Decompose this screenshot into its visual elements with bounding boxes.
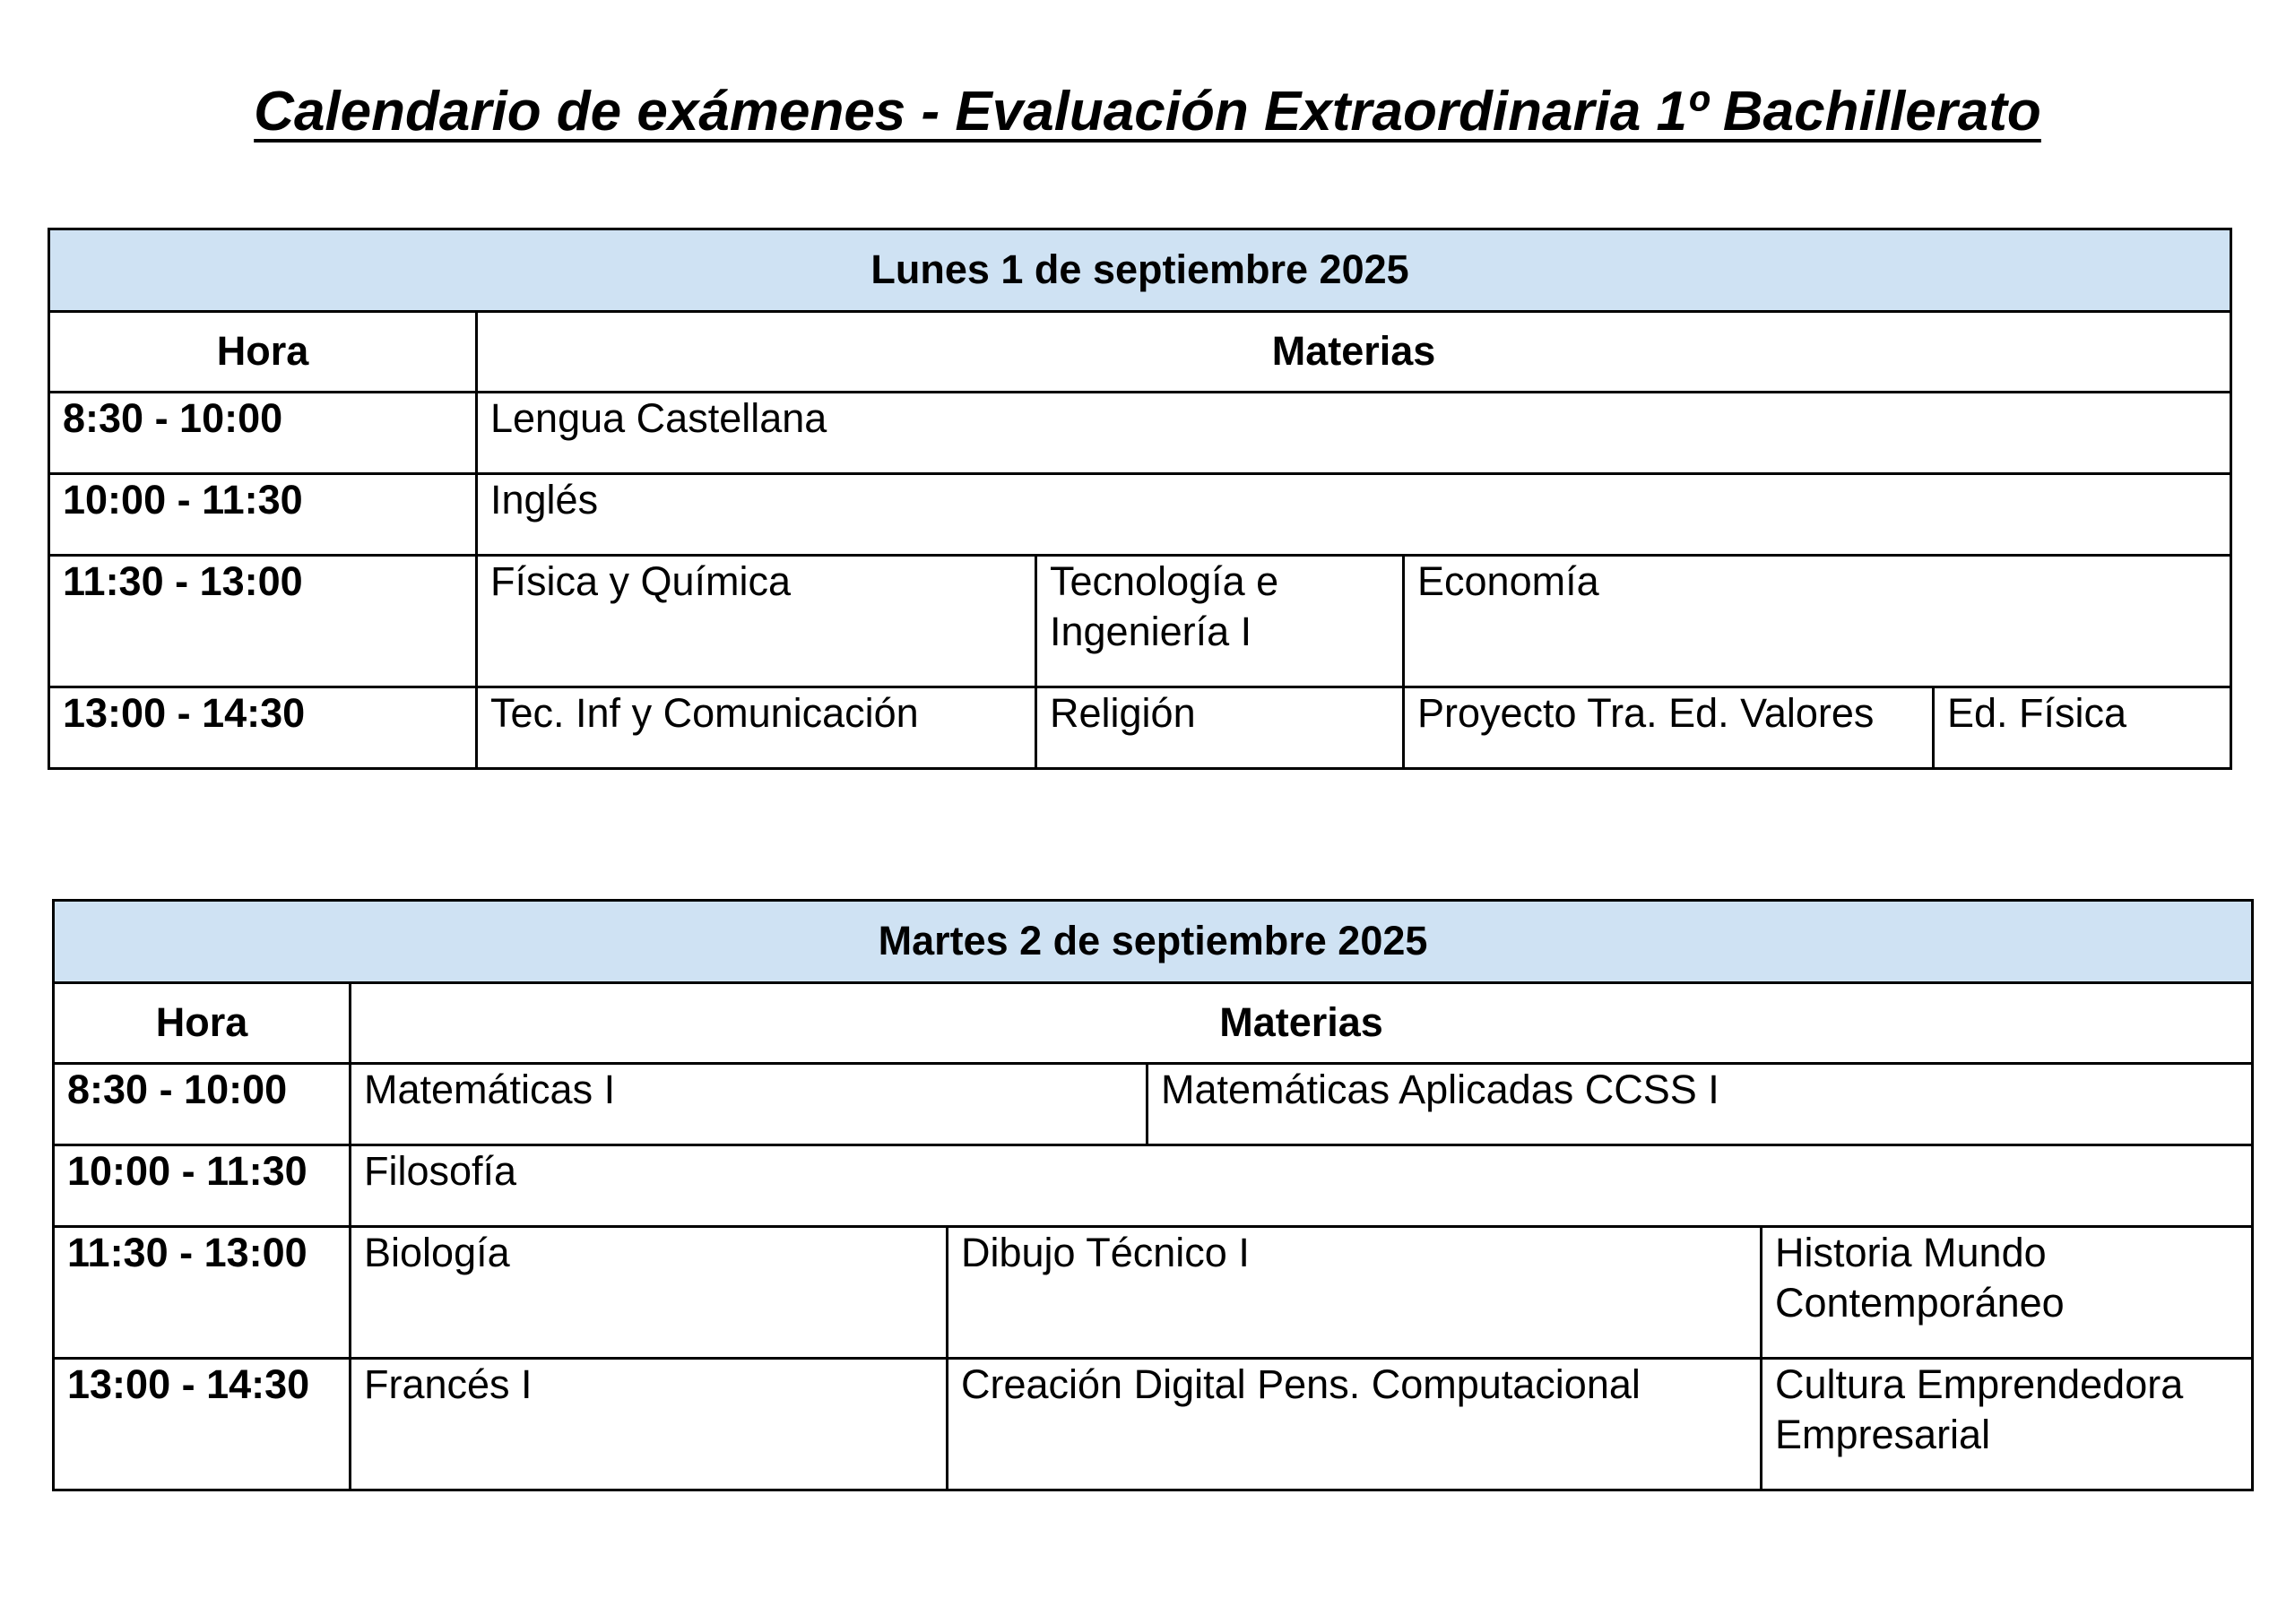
day-header: Lunes 1 de septiembre 2025 [49,229,2231,312]
day-header-row [54,901,2253,983]
table-row [49,556,2231,687]
subject-cell: Filosofía [351,1145,2253,1227]
column-header-hora: Hora [54,983,351,1064]
table-row [54,1145,2253,1227]
subject-cell: Matemáticas I [351,1064,1148,1145]
subject-cell: Proyecto Tra. Ed. Valores [1404,687,1934,769]
time-cell: 13:00 - 14:30 [49,687,477,769]
time-cell: 8:30 - 10:00 [54,1064,351,1145]
subject-cell: Inglés [477,474,2231,556]
time-cell: 10:00 - 11:30 [49,474,477,556]
subject-cell: Religión [1036,687,1404,769]
subject-cell: Lengua Castellana [477,393,2231,474]
column-header-materias: Materias [477,312,2231,393]
subject-cell: Dibujo Técnico I [948,1227,1762,1359]
time-cell: 11:30 - 13:00 [49,556,477,687]
subject-cell: Ed. Física [1934,687,2231,769]
subject-cell: Tec. Inf y Comunicación [477,687,1036,769]
column-header-materias: Materias [351,983,2253,1064]
subject-cell: Matemáticas Aplicadas CCSS I [1148,1064,2253,1145]
schedule-table-tuesday [52,899,2254,1491]
time-cell: 11:30 - 13:00 [54,1227,351,1359]
column-header-row [49,312,2231,393]
column-header-hora: Hora [49,312,477,393]
subject-cell: Biología [351,1227,948,1359]
table-row [49,474,2231,556]
page-title: Calendario de exámenes - Evaluación Extraordinaria 1º Bachillerato [254,81,2041,143]
time-cell: 13:00 - 14:30 [54,1359,351,1490]
table-row [49,687,2231,769]
subject-cell: Cultura Emprendedora Empresarial [1762,1359,2253,1490]
subject-cell: Física y Química [477,556,1036,687]
day-header-row [49,229,2231,312]
table-row [54,1227,2253,1359]
subject-cell: Economía [1404,556,2231,687]
subject-cell: Historia Mundo Contemporáneo [1762,1227,2253,1359]
time-cell: 8:30 - 10:00 [49,393,477,474]
time-cell: 10:00 - 11:30 [54,1145,351,1227]
column-header-row [54,983,2253,1064]
subject-cell: Creación Digital Pens. Computacional [948,1359,1762,1490]
subject-cell: Tecnología e Ingeniería I [1036,556,1404,687]
table-row [54,1359,2253,1490]
table-row [49,393,2231,474]
schedule-table-monday [48,228,2232,770]
subject-cell: Francés I [351,1359,948,1490]
table-row [54,1064,2253,1145]
day-header: Martes 2 de septiembre 2025 [54,901,2253,983]
